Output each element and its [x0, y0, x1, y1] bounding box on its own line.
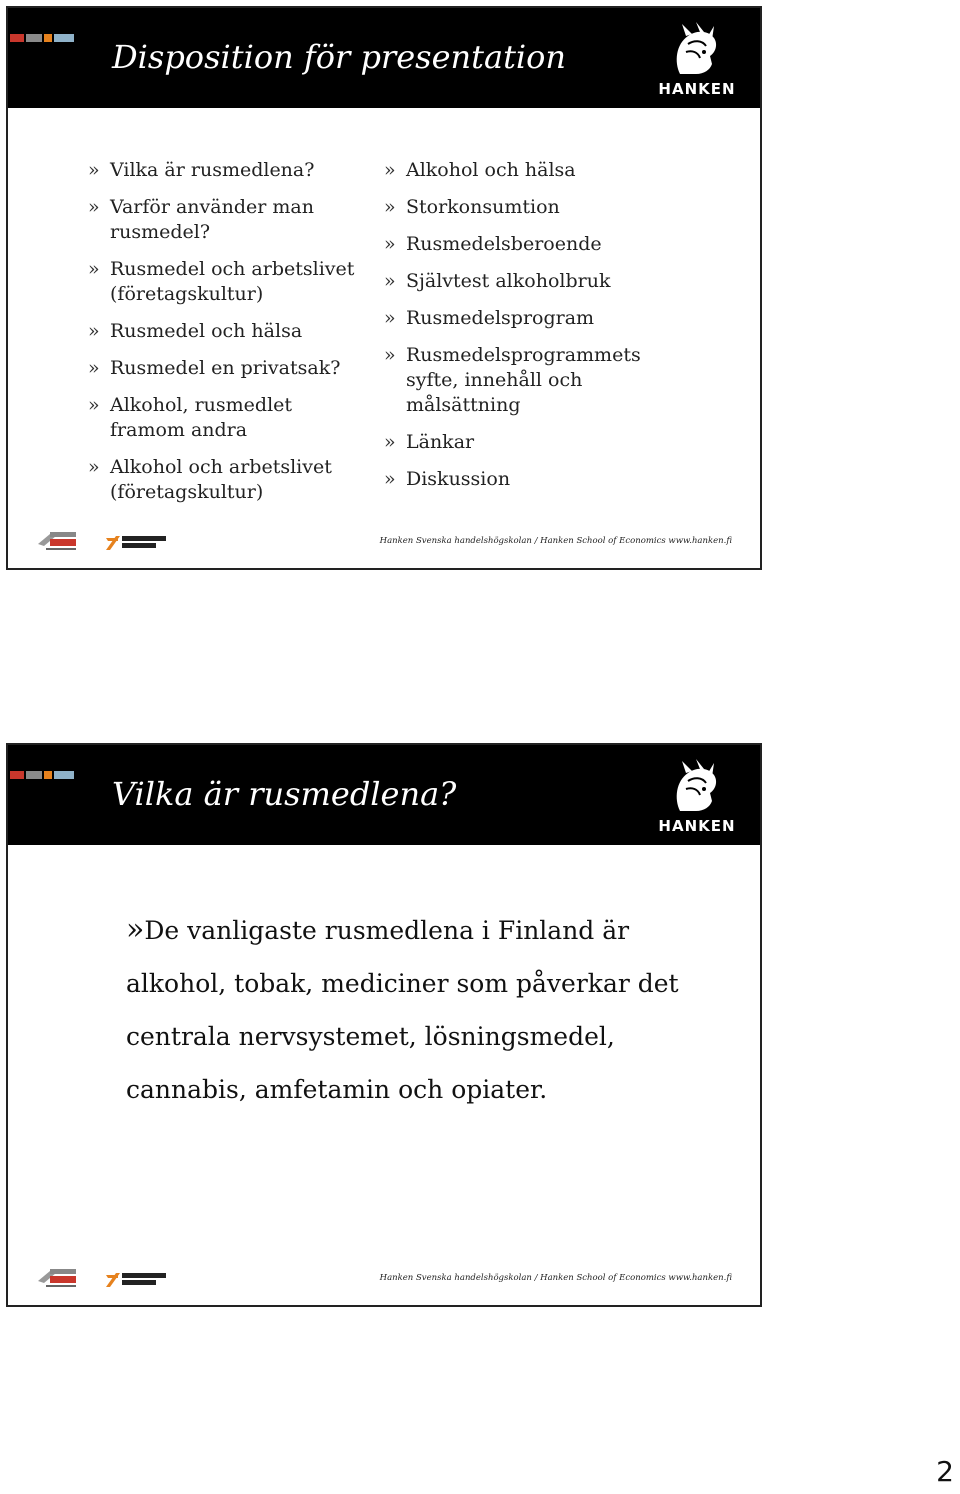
- list-item: » Varför använder man rusmedel?: [88, 196, 314, 243]
- bullet-icon: »: [88, 394, 100, 416]
- bullet-icon: »: [88, 456, 100, 478]
- slide-header: [8, 8, 760, 108]
- list-item: » Rusmedelsprogrammets syfte, innehåll och målsättning: [384, 344, 641, 416]
- agenda-list-right: [384, 158, 654, 504]
- bullet-icon: »: [384, 233, 396, 255]
- slide-title: Disposition för presentation: [112, 38, 567, 76]
- body-text: De vanligaste rusmedlena i Finland är alkohol, tobak, mediciner som påverkar det centrala nervsystemet, lösningsmedel, cannabis, amfetamin och opiater.: [126, 916, 679, 1104]
- list-item: » Alkohol och arbetslivet (företagskultur): [88, 456, 332, 503]
- amba-logo-icon: [106, 536, 166, 550]
- list-item: » Rusmedelsberoende: [384, 233, 602, 255]
- list-item: » Rusmedel och hälsa: [88, 320, 303, 342]
- slide-disposition: [6, 6, 762, 570]
- footer-text: Hanken Svenska handelshögskolan / Hanken School of Economics www.hanken.fi: [379, 1273, 732, 1283]
- hanken-logo: [652, 759, 742, 837]
- list-item: » Rusmedelsprogram: [384, 307, 595, 329]
- list-item: » Rusmedel och arbetslivet (företagskultur): [88, 258, 355, 305]
- bullet-icon: »: [88, 320, 100, 342]
- mercury-head-icon: [652, 22, 742, 82]
- bullet-icon: »: [384, 196, 396, 218]
- equis-logo-icon: [38, 1269, 76, 1287]
- bullet-icon: »: [384, 159, 396, 181]
- bullet-icon: »: [88, 357, 100, 379]
- equis-logo-icon: [38, 532, 76, 550]
- page-number: 2: [936, 1455, 954, 1488]
- amba-logo-icon: [106, 1273, 166, 1287]
- color-stripes: [10, 34, 74, 42]
- list-item: » Storkonsumtion: [384, 196, 560, 218]
- color-stripes: [10, 771, 74, 779]
- list-item: » Självtest alkoholbruk: [384, 270, 611, 292]
- slide-vilka-ar-rusmedlena: [6, 743, 762, 1307]
- list-item: » Länkar: [384, 431, 475, 453]
- body-paragraph: [126, 903, 726, 1116]
- bullet-icon: »: [384, 270, 396, 292]
- bullet-icon: »: [126, 912, 145, 947]
- accreditation-logos: [36, 1265, 176, 1291]
- hanken-logo-text: HANKEN: [658, 817, 736, 835]
- list-item: » Alkohol, rusmedlet framom andra: [88, 394, 293, 441]
- list-item: » Vilka är rusmedlena?: [88, 159, 315, 181]
- hanken-logo-text: HANKEN: [658, 80, 736, 98]
- bullet-icon: »: [88, 159, 100, 181]
- bullet-icon: »: [384, 344, 396, 366]
- list-item: » Rusmedel en privatsak?: [88, 357, 341, 379]
- mercury-head-icon: [652, 759, 742, 819]
- footer-text: Hanken Svenska handelshögskolan / Hanken School of Economics www.hanken.fi: [379, 536, 732, 546]
- hanken-logo: [652, 22, 742, 100]
- bullet-icon: »: [384, 307, 396, 329]
- bullet-icon: »: [384, 468, 396, 490]
- list-item: » Diskussion: [384, 468, 511, 490]
- bullet-icon: »: [88, 196, 100, 218]
- bullet-icon: »: [88, 258, 100, 280]
- bullet-icon: »: [384, 431, 396, 453]
- agenda-list-left: [88, 158, 368, 517]
- slide-header: [8, 745, 760, 845]
- slide-title: Vilka är rusmedlena?: [112, 775, 457, 813]
- accreditation-logos: [36, 528, 176, 554]
- list-item: » Alkohol och hälsa: [384, 159, 576, 181]
